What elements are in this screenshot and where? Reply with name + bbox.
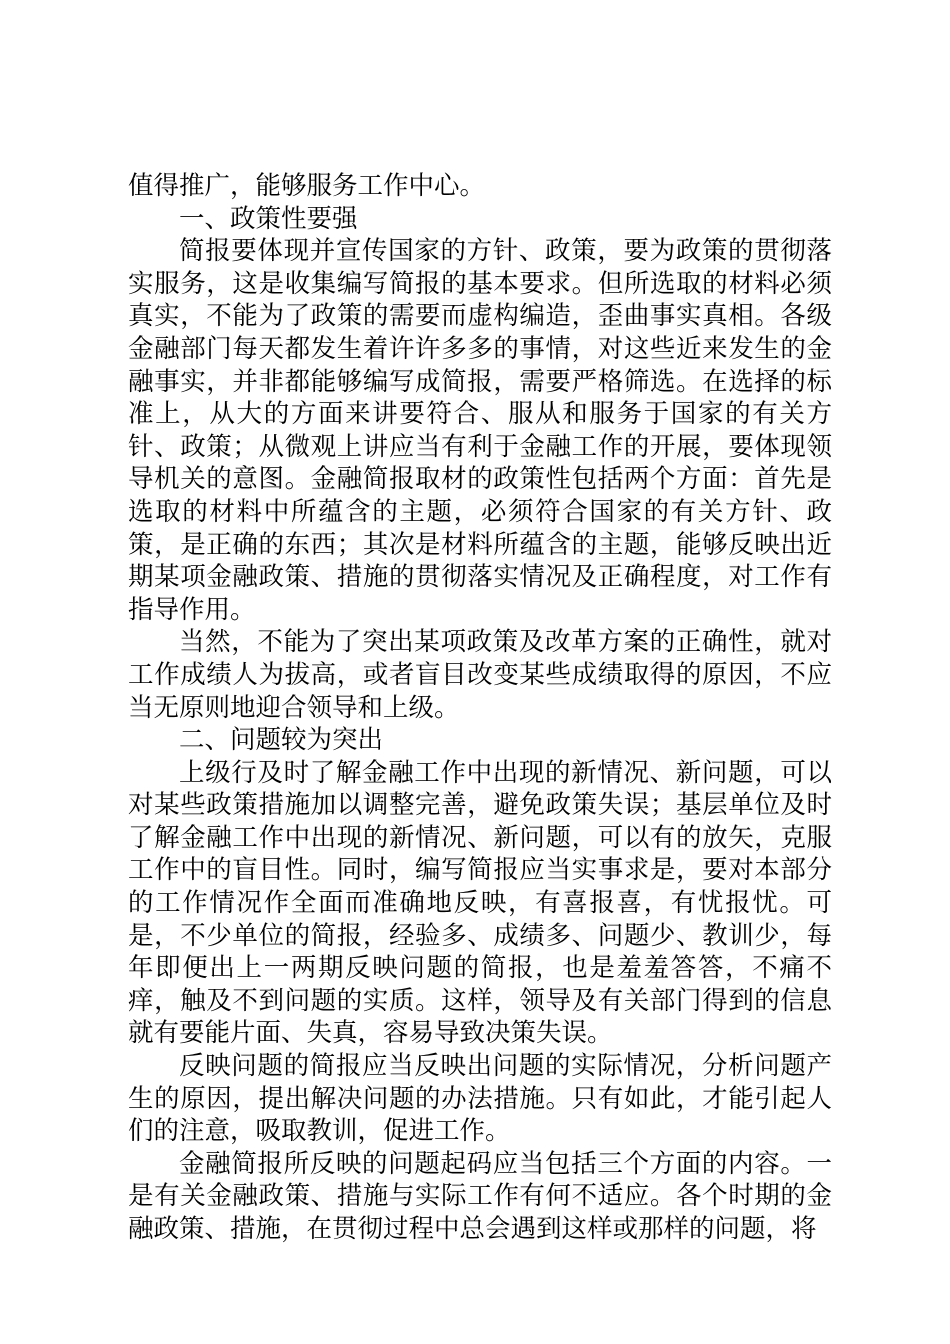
- paragraph: 上级行及时了解金融工作中出现的新情况、新问题，可以对某些政策措施加以调整完善，避免政策失误；基层单位及时了解金融工作中出现的新情况、新问题，可以有的放矢，克服工作中的盲目性。同时，编写简报应当实事求是，要对本部分的工作情况作全面而准确地反映，有喜报喜，有忧报忧。可是，不少单位的简报，经验多、成绩多、问题少、教训少，每年即便出上一两期反映问题的简报，也是羞羞答答，不痛不痒，触及不到问题的实质。这样，领导及有关部门得到的信息就有要能片面、失真，容易导致决策失误。: [128, 757, 832, 1049]
- section-heading: 二、问题较为突出: [179, 725, 384, 756]
- document-body: [128, 170, 832, 1246]
- paragraph: 当然，不能为了突出某项政策及改革方案的正确性，就对工作成绩人为拔高，或者盲目改变某些成绩取得的原因，不应当无原则地迎合领导和上级。: [128, 627, 832, 723]
- paragraph: 金融简报所反映的问题起码应当包括三个方面的内容。一是有关金融政策、措施与实际工作有何不适应。各个时期的金融政策、措施，在贯彻过程中总会遇到这样或那样的问题，将: [128, 1148, 832, 1244]
- section-heading: 一、政策性要强: [179, 203, 358, 234]
- paragraph: 反映问题的简报应当反映出问题的实际情况，分析问题产生的原因，提出解决问题的办法措施。只有如此，才能引起人们的注意，吸取教训，促进工作。: [128, 1051, 832, 1147]
- paragraph: 简报要体现并宣传国家的方针、政策，要为政策的贯彻落实服务，这是收集编写简报的基本要求。但所选取的材料必须真实，不能为了政策的需要而虚构编造，歪曲事实真相。各级金融部门每天都发生着许许多多的事情，对这些近来发生的金融事实，并非都能够编写成简报，需要严格筛选。在选择的标准上，从大的方面来讲要符合、服从和服务于国家的有关方针、政策；从微观上讲应当有利于金融工作的开展，要体现领导机关的意图。金融简报取材的政策性包括两个方面：首先是选取的材料中所蕴含的主题，必须符合国家的有关方针、政策，是正确的东西；其次是材料所蕴含的主题，能够反映出近期某项金融政策、措施的贯彻落实情况及正确程度，对工作有指导作用。: [128, 236, 832, 625]
- paragraph: 值得推广，能够服务工作中心。: [128, 171, 486, 201]
